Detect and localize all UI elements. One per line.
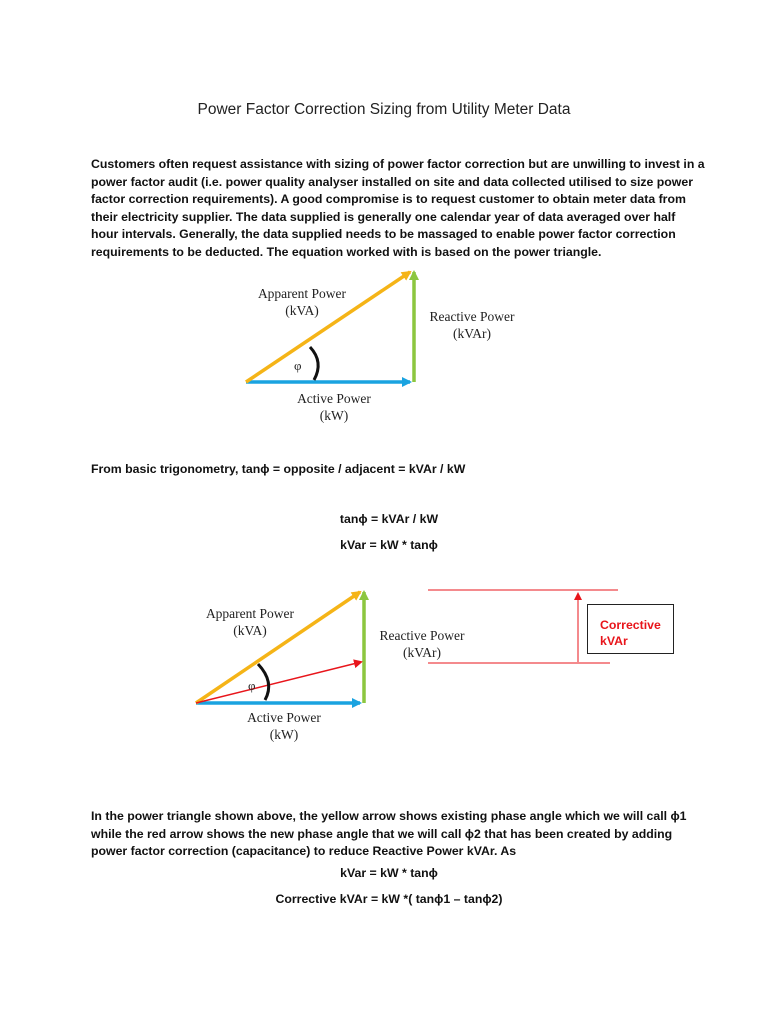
new-phase-angle-arrow <box>196 662 361 703</box>
closing-line: In the power triangle shown above, the yellow arrow shows existing phase angle which we will call ϕ1 <box>91 809 687 823</box>
phi-symbol: φ <box>294 358 302 373</box>
intro-line: their electricity supplier. The data supplied is generally one calendar year of data averaged over half <box>91 209 676 224</box>
page-title: Power Factor Correction Sizing from Utility Meter Data <box>197 101 571 118</box>
intro-line: Customers often request assistance with sizing of power factor correction but are unwilling to invest in a <box>91 157 705 171</box>
equation-kvar: kVar = kW * tanϕ <box>340 538 438 552</box>
intro-line: hour intervals. Generally, the data supplied needs to be massaged to enable power factor correction <box>91 227 676 241</box>
power-triangle-diagram <box>230 258 530 428</box>
reactive-power-label: Reactive Power <box>429 309 515 324</box>
closing-paragraph <box>91 808 691 861</box>
phi-symbol: φ <box>248 678 256 693</box>
equation-tan: tanϕ = kVAr / kW <box>339 512 439 526</box>
intro-paragraph <box>91 156 705 261</box>
corrective-unit: kVAr <box>600 634 628 648</box>
equation-corrective-kvar: Corrective kVAr = kW *( tanϕ1 – tanϕ2) <box>275 892 503 906</box>
reactive-power-unit: (kVAr) <box>403 645 441 660</box>
corrective-label: Corrective <box>600 618 661 632</box>
intro-line: power factor audit (i.e. power quality analyser installed on site and data collected utilised to size power <box>91 174 694 189</box>
active-power-label: Active Power <box>297 391 371 406</box>
trig-intro: From basic trigonometry, tanϕ = opposite / adjacent = kVAr / kW <box>91 462 466 476</box>
intro-line: factor correction requirements). A good compromise is to request customer to obtain meter data from <box>91 192 686 206</box>
apparent-power-unit: (kVA) <box>233 623 267 638</box>
active-power-unit: (kW) <box>319 408 349 423</box>
reactive-power-unit: (kVAr) <box>453 326 491 341</box>
closing-line: power factor correction (capacitance) to reduce Reactive Power kVAr. As <box>91 844 517 858</box>
active-power-unit: (kW) <box>269 727 299 742</box>
apparent-power-unit: (kVA) <box>285 303 319 318</box>
apparent-power-label: Apparent Power <box>257 286 347 301</box>
reactive-power-label: Reactive Power <box>379 628 465 643</box>
intro-line: requirements to be deducted. The equation worked with is based on the power triangle. <box>91 244 602 259</box>
angle-arc <box>310 347 318 380</box>
active-power-label: Active Power <box>247 710 321 725</box>
angle-arc <box>258 664 269 700</box>
closing-line: while the red arrow shows the new phase angle that we will call ϕ2 that has been created by adding <box>91 826 673 841</box>
corrective-kvar-box <box>587 604 674 654</box>
equation-kvar-repeat: kVar = kW * tanϕ <box>340 866 438 880</box>
apparent-power-label: Apparent Power <box>205 606 295 621</box>
